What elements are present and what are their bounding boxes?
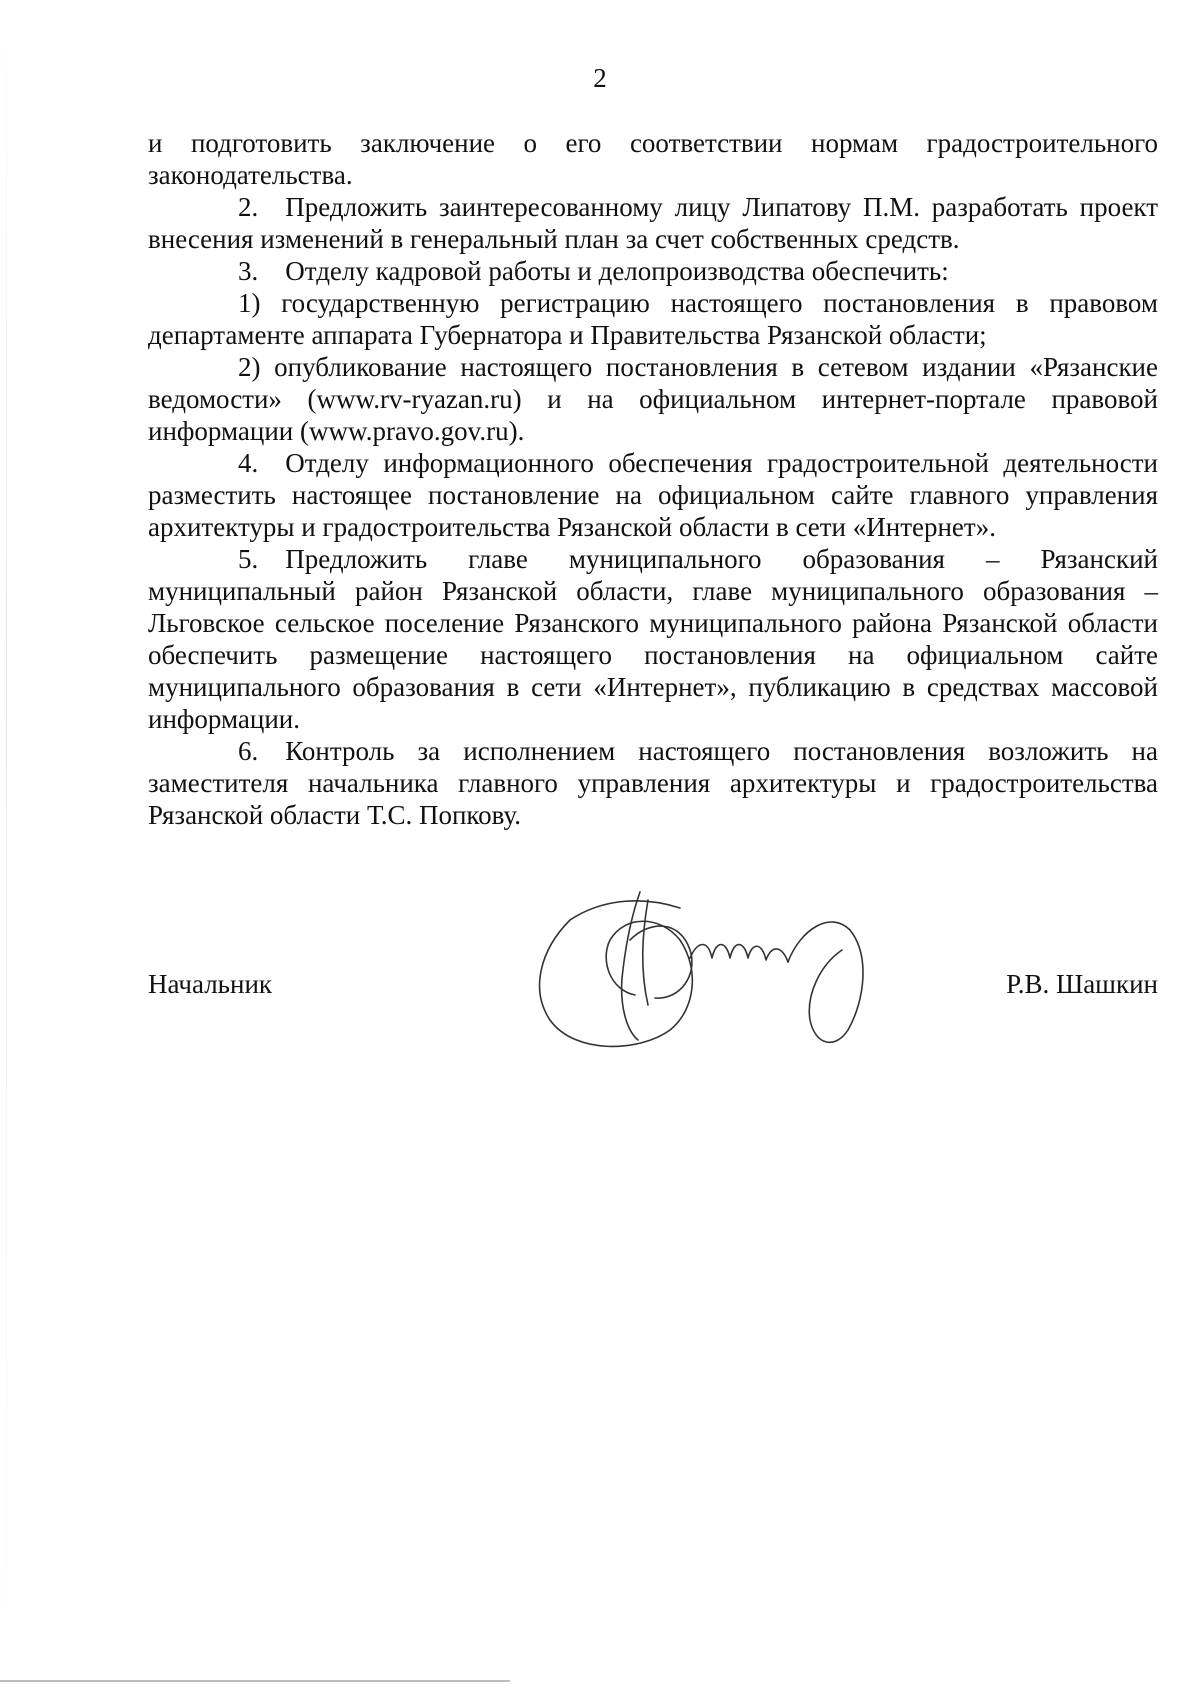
document-body xyxy=(148,127,1158,831)
paragraph-item-4: 4. Отделу информационного обеспечения градостроительной деятельности разместить настоящее постановление на официальном сайте главного управления архитектуры и градостроительства Рязанской области в сети «Интернет». xyxy=(148,448,1158,542)
signer-position: Начальник xyxy=(148,969,273,999)
paragraph-item-3-2: 2) опубликование настоящего постановления в сетевом издании «Рязанские ведомости» (www.rv-ryazan.ru) и на официальном интернет-портале правовой информации (www.pravo.gov.ru). xyxy=(148,352,1158,446)
paragraph-continuation: и подготовить заключение о его соответствии нормам градостроительного законодательства. xyxy=(148,128,1158,190)
page-number: 2 xyxy=(593,63,607,93)
paragraph-item-2: 2. Предложить заинтересованному лицу Липатову П.М. разработать проект внесения изменений в генеральный план за счет собственных средств. xyxy=(148,192,1158,254)
signer-name: Р.В. Шашкин xyxy=(1006,969,1158,999)
paragraph-item-3-1: 1) государственную регистрацию настоящего постановления в правовом департаменте аппарата Губернатора и Правительства Рязанской области; xyxy=(148,288,1158,350)
paragraph-item-5: 5. Предложить главе муниципального образования – Рязанский муниципальный район Рязанской области, главе муниципального образования – Льговское сельское поселение Рязанского муниципального района Рязанской области обеспечить размещение настоящего постановления на официальном сайте муниципального образования в сети «Интернет», публикацию в средствах массовой информации. xyxy=(148,544,1158,734)
handwritten-signature xyxy=(530,880,930,1070)
scan-bottom-line xyxy=(0,1680,510,1682)
paragraph-item-6: 6. Контроль за исполнением настоящего постановления возложить на заместителя начальника главного управления архитектуры и градостроительства Рязанской области Т.С. Попкову. xyxy=(148,736,1158,830)
paragraph-item-3: 3. Отделу кадровой работы и делопроизводства обеспечить: xyxy=(238,256,949,286)
scan-edge-left xyxy=(6,0,7,1697)
